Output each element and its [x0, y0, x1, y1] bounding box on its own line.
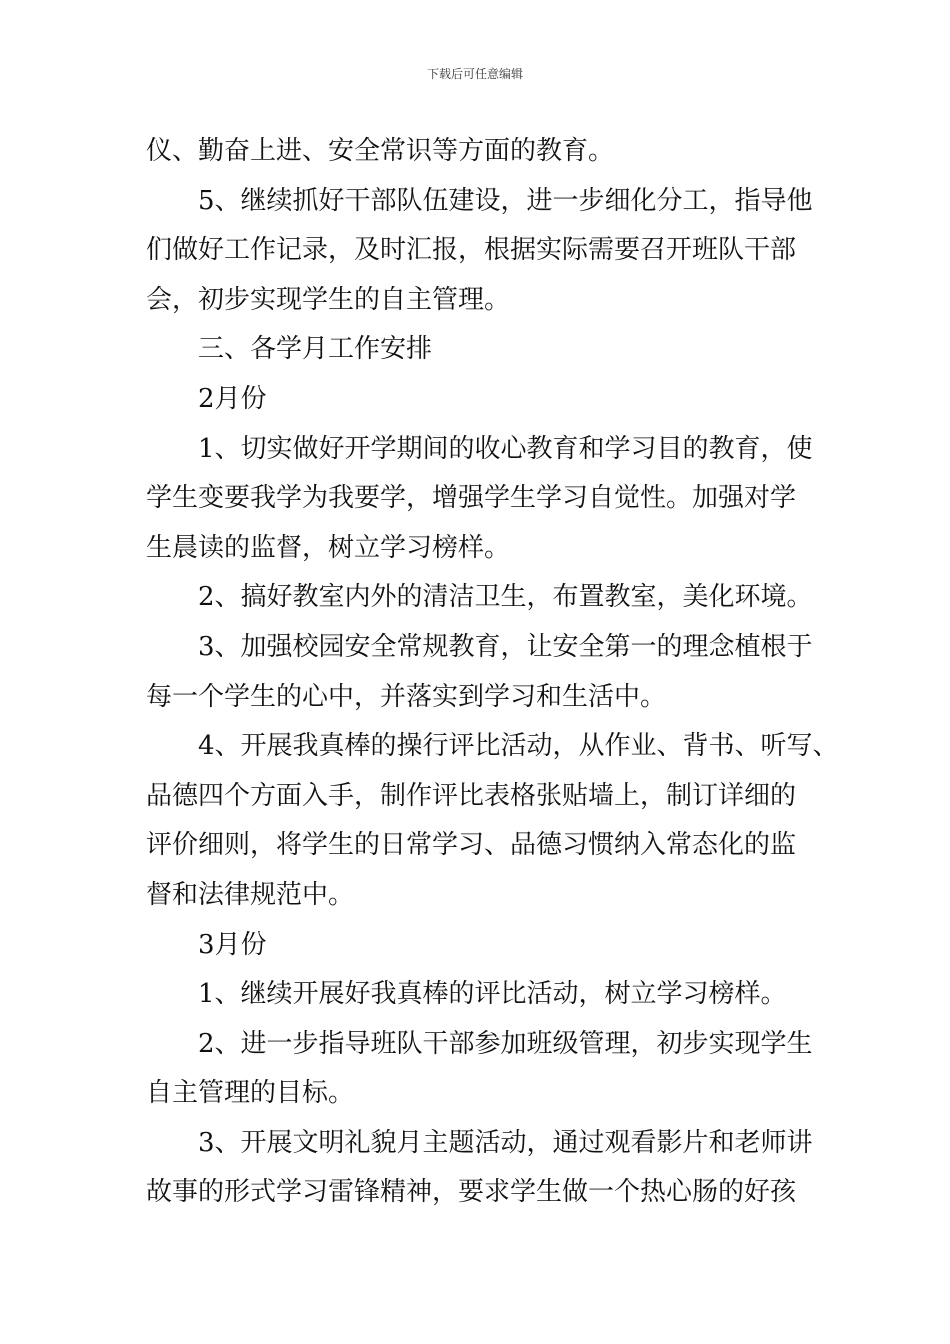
text-line: 5、继续抓好干部队伍建设，进一步细化分工，指导他: [198, 185, 813, 216]
text-line: 2、进一步指导班队干部参加班级管理，初步实现学生: [198, 1028, 813, 1059]
text-line: 2、搞好教室内外的清洁卫生，布置教室，美化环境。: [198, 582, 813, 613]
text-line: 故事的形式学习雷锋精神，要求学生做一个热心肠的好孩: [146, 1177, 797, 1208]
text-line: 3月份: [198, 929, 267, 960]
document-body: [146, 127, 839, 1218]
text-line: 品德四个方面入手，制作评比表格张贴墙上，制订详细的: [146, 780, 797, 811]
text-line: 每一个学生的心中，并落实到学习和生活中。: [146, 681, 667, 712]
text-line: 1、切实做好开学期间的收心教育和学习目的教育，使: [198, 433, 813, 464]
header-note: 下载后可任意编辑: [426, 67, 523, 81]
text-line: 督和法律规范中。: [146, 879, 355, 910]
text-line: 自主管理的目标。: [146, 1078, 355, 1109]
text-line: 3、开展文明礼貌月主题活动，通过观看影片和老师讲: [198, 1127, 813, 1158]
text-line: 学生变要我学为我要学，增强学生学习自觉性。加强对学: [146, 483, 797, 514]
text-line: 三、各学月工作安排: [198, 334, 433, 365]
text-line: 评价细则，将学生的日常学习、品德习惯纳入常态化的监: [146, 830, 797, 861]
text-line: 4、开展我真棒的操行评比活动，从作业、背书、听写、: [198, 731, 839, 762]
text-line: 仪、勤奋上进、安全常识等方面的教育。: [146, 136, 615, 166]
text-line: 生晨读的监督，树立学习榜样。: [146, 532, 511, 563]
text-line: 会，初步实现学生的自主管理。: [146, 284, 511, 315]
text-line: 2月份: [198, 383, 267, 414]
text-line: 3、加强校园安全常规教育，让安全第一的理念植根于: [198, 631, 813, 662]
text-line: 们做好工作记录，及时汇报，根据实际需要召开班队干部: [146, 235, 797, 266]
text-line: 1、继续开展好我真棒的评比活动，树立学习榜样。: [198, 979, 787, 1010]
